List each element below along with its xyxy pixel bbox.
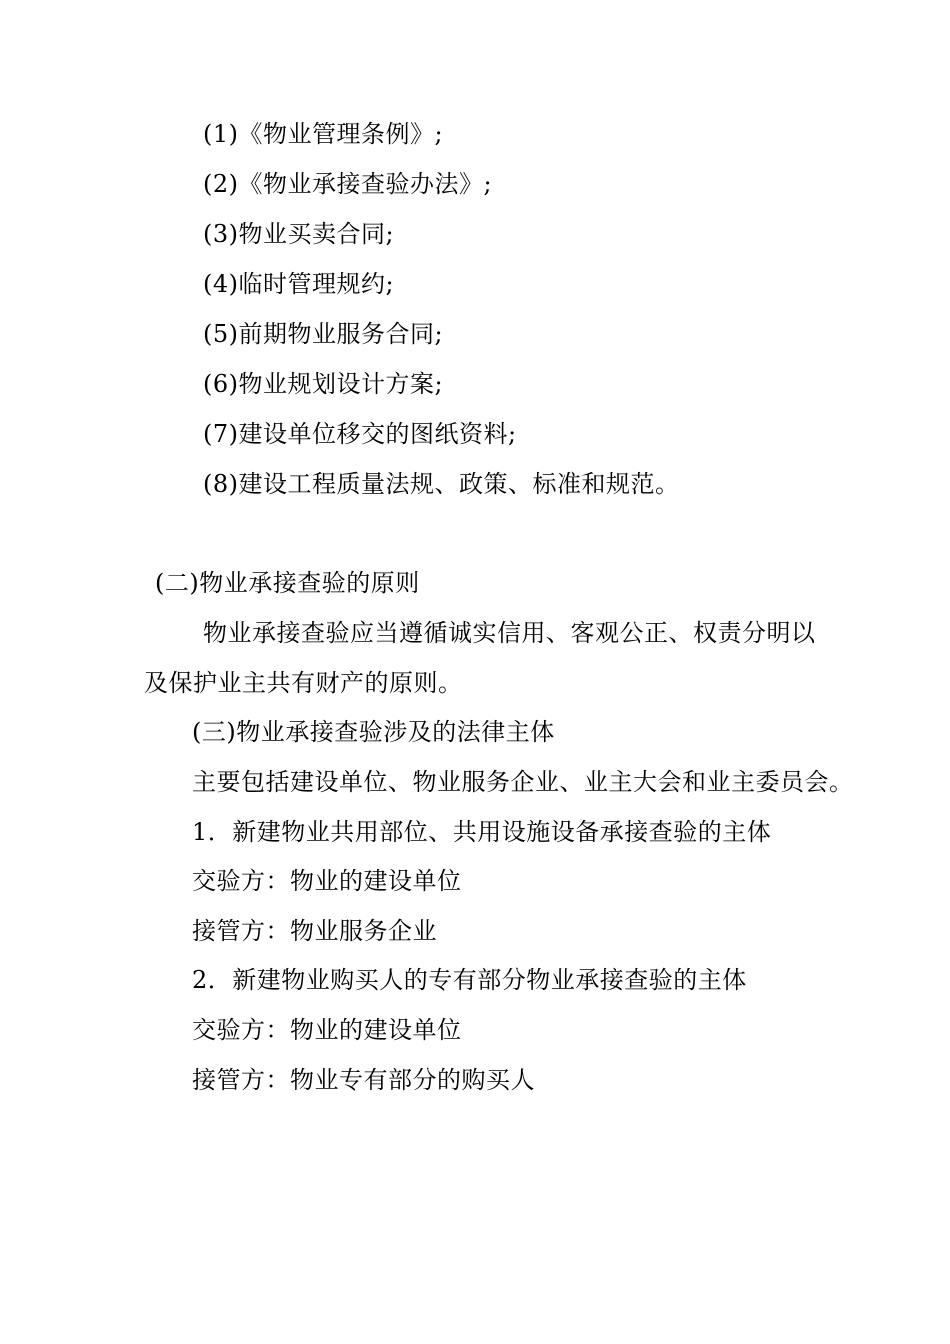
basis-item-7: (7)建设单位移交的图纸资料; (203, 420, 517, 448)
subject1-handover: 交验方：物业的建设单位 (192, 867, 462, 895)
basis-item-6: (6)物业规划设计方案; (203, 370, 444, 398)
subject1-title: 1．新建物业共用部位、共用设施设备承接查验的主体 (192, 818, 772, 846)
basis-item-8: (8)建设工程质量法规、政策、标准和规范。 (203, 470, 680, 498)
section2-paragraph-line2: 及保护业主共有财产的原则。 (144, 669, 463, 697)
basis-item-2: (2)《物业承接查验办法》; (203, 170, 493, 198)
section3-intro: 主要包括建设单位、物业服务企业、业主大会和业主委员会。 (192, 768, 854, 796)
subject2-takeover: 接管方：物业专有部分的购买人 (192, 1066, 535, 1094)
basis-item-4: (4)临时管理规约; (203, 270, 395, 298)
section2-paragraph-line1: 物业承接查验应当遵循诚实信用、客观公正、权责分明以 (203, 619, 816, 647)
subject2-handover: 交验方：物业的建设单位 (192, 1016, 462, 1044)
subject2-title: 2．新建物业购买人的专有部分物业承接查验的主体 (192, 966, 747, 994)
section2-heading: (二)物业承接查验的原则 (155, 569, 420, 597)
basis-item-3: (3)物业买卖合同; (203, 220, 395, 248)
subject1-takeover: 接管方：物业服务企业 (192, 917, 437, 945)
basis-item-1: (1)《物业管理条例》; (203, 120, 444, 148)
basis-item-5: (5)前期物业服务合同; (203, 320, 444, 348)
section3-heading: (三)物业承接查验涉及的法律主体 (192, 718, 555, 746)
